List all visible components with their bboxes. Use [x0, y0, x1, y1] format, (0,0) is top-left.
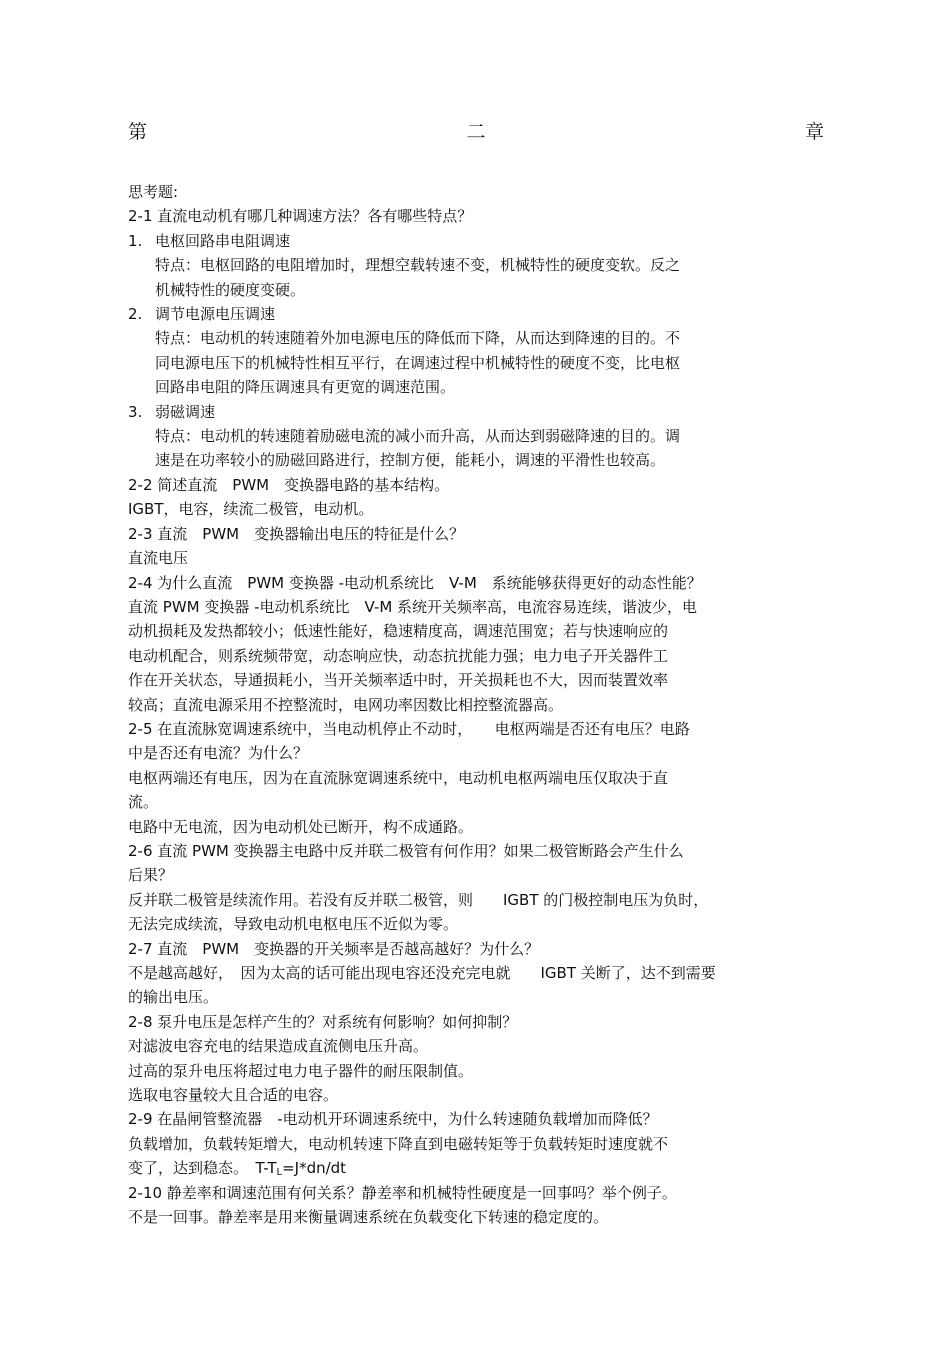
question-2-5-line-1: 2-5 在直流脉宽调速系统中，当电动机停止不动时， 电枢两端是否还有电压？电路	[128, 719, 690, 738]
method-2-number: 2.	[128, 305, 143, 324]
method-1-title	[128, 229, 828, 253]
method-2-line-3: 回路串电阻的降压调速具有更宽的调速范围。	[155, 378, 456, 397]
method-3-label: 弱磁调速	[155, 402, 216, 421]
answer-2-6-line-1: 反并联二极管是续流作用。若没有反并联二极管，则 IGBT 的门极控制电压为负时，	[128, 890, 709, 909]
answer-2-8-line-1: 对滤波电容充电的结果造成直流侧电压升高。	[128, 1037, 429, 1056]
question-2-8: 2-8 泵升电压是怎样产生的？对系统有何影响？如何抑制？	[128, 1012, 518, 1031]
answer-2-8-line-2: 过高的泵升电压将超过电力电子器件的耐压限制值。	[128, 1061, 474, 1080]
answer-2-4-line-1: 直流 PWM 变换器 -电动机系统比 V-M 系统开关频率高，电流容易连续，谐波少，电	[128, 597, 698, 616]
method-1-line-2: 机械特性的硬度变硬。	[155, 280, 306, 299]
answer-2-5-line-1: 电枢两端还有电压，因为在直流脉宽调速系统中，电动机电枢两端电压仅取决于直	[128, 768, 669, 787]
method-1-number: 1.	[128, 231, 143, 250]
question-2-7: 2-7 直流 PWM 变换器的开关频率是否越高越好？为什么？	[128, 939, 540, 958]
answer-2-5-line-2: 流。	[128, 793, 159, 812]
method-2-line-2: 同电源电压下的机械特性相互平行，在调速过程中机械特性的硬度不变，比电枢	[155, 353, 681, 372]
load-torque-subscript: L	[276, 1167, 283, 1179]
question-2-6-line-2: 后果？	[128, 866, 174, 885]
answer-2-5-line-3: 电路中无电流，因为电动机处已断开，构不成通路。	[128, 817, 474, 836]
answer-2-9-equation: =J*dn/dt	[282, 1159, 347, 1178]
answer-2-6-line-2: 无法完成续流，导致电动机电枢电压不近似为零。	[128, 915, 459, 934]
answer-2-9-line-1: 负载增加，负载转矩增大，电动机转速下降直到电磁转矩等于负载转矩时速度就不	[128, 1134, 669, 1153]
method-1-label: 电枢回路串电阻调速	[155, 231, 291, 250]
method-2-label: 调节电源电压调速	[155, 305, 276, 324]
answer-2-7-line-1: 不是越高越好， 因为太高的话可能出现电容还没充完电就 IGBT 关断了，达不到需要	[128, 964, 716, 982]
answer-2-8-line-3: 选取电容量较大且合适的电容。	[128, 1086, 339, 1105]
answer-2-9-text: 变了，达到稳态。 T-T	[128, 1159, 277, 1178]
answer-2-4-line-2: 动机损耗及发热都较小；低速性能好，稳速精度高，调速范围宽；若与快速响应的	[128, 622, 669, 641]
title-char-1: 第	[128, 121, 148, 143]
method-2-line-1: 特点：电动机的转速随着外加电源电压的降低而下降，从而达到降速的目的。不	[155, 329, 681, 348]
answer-2-10-line-1: 不是一回事。静差率是用来衡量调速系统在负载变化下转速的稳定度的。	[128, 1208, 609, 1227]
question-2-1: 2-1 直流电动机有哪几种调速方法？各有哪些特点？	[128, 207, 473, 226]
answer-2-9-line-2	[128, 1156, 828, 1180]
question-2-6-line-1: 2-6 直流 PWM 变换器主电路中反并联二极管有何作用？如果二极管断路会产生什么	[128, 841, 684, 860]
answer-2-4-line-4: 作在开关状态，导通损耗小，当开关频率适中时，开关损耗也不大，因而装置效率	[128, 671, 669, 690]
chapter-title	[128, 119, 824, 145]
answer-2-4-line-3: 电动机配合，则系统频带宽，动态响应快，动态抗扰能力强；电力电子开关器件工	[128, 646, 669, 665]
title-char-2: 二	[466, 121, 486, 143]
method-3-title	[128, 400, 828, 424]
method-3-line-1: 特点：电动机的转速随着励磁电流的减小而升高，从而达到弱磁降速的目的。调	[155, 427, 681, 446]
answer-2-4-line-5: 较高；直流电源采用不控整流时，电网功率因数比相控整流器高。	[128, 695, 564, 714]
answer-2-3: 直流电压	[128, 549, 189, 568]
question-2-10: 2-10 静差率和调速范围有何关系？静差率和机械特性硬度是一回事吗？举个例子。	[128, 1183, 677, 1202]
method-1-line-1: 特点：电枢回路的电阻增加时，理想空载转速不变，机械特性的硬度变软。反之	[155, 256, 681, 275]
document-body	[128, 180, 828, 1229]
method-3-number: 3.	[128, 402, 143, 421]
question-2-4: 2-4 为什么直流 PWM 变换器 -电动机系统比 V-M 系统能够获得更好的动态性能？	[128, 573, 702, 592]
answer-2-2: IGBT，电容，续流二极管，电动机。	[128, 500, 374, 519]
question-2-5-line-2: 中是否还有电流？为什么？	[128, 744, 309, 763]
method-2-title	[128, 302, 828, 326]
question-2-3: 2-3 直流 PWM 变换器输出电压的特征是什么？	[128, 524, 465, 543]
section-heading: 思考题:	[128, 183, 179, 201]
question-2-9: 2-9 在晶闸管整流器 -电动机开环调速系统中，为什么转速随负载增加而降低？	[128, 1110, 658, 1129]
question-2-2: 2-2 简述直流 PWM 变换器电路的基本结构。	[128, 475, 450, 494]
title-char-3: 章	[804, 121, 824, 143]
method-3-line-2: 速是在功率较小的励磁回路进行，控制方便，能耗小，调速的平滑性也较高。	[155, 451, 666, 470]
answer-2-7-line-2: 的输出电压。	[128, 988, 219, 1007]
